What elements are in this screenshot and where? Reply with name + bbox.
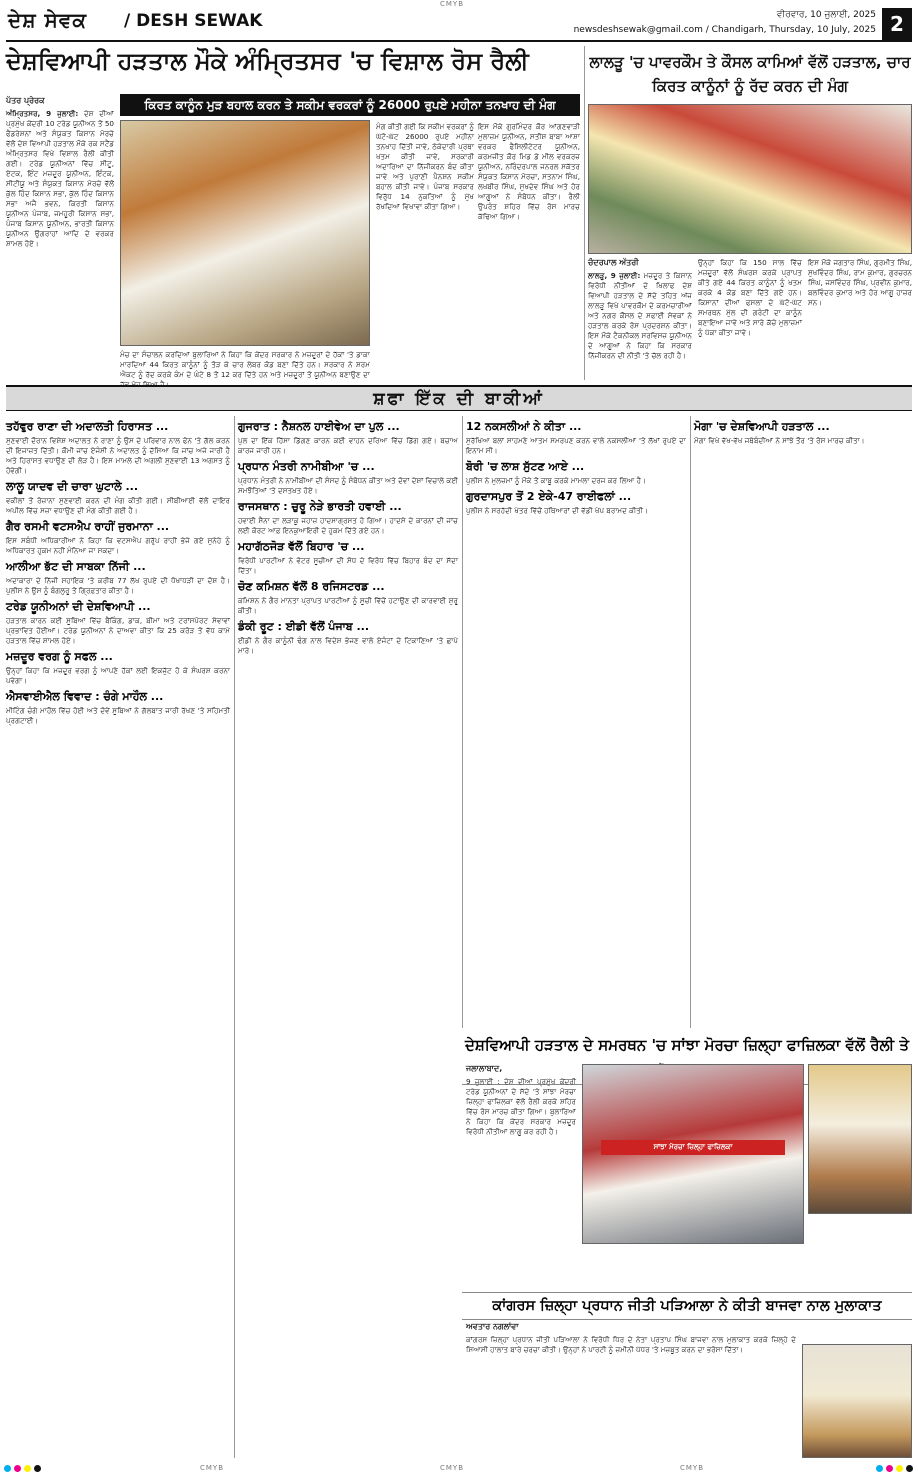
sanjha-photo-2 [808,1064,912,1214]
cyan-dot [876,1465,883,1472]
column-divider [462,416,463,1028]
continuation-col-3 [466,416,686,1028]
section-band: ਸ਼ਫਾ ਇੱਕ ਦੀ ਬਾਕੀਆਂ [6,385,912,411]
cont-heading-12: ਡੰਕੀ ਰੂਟ : ਈਡੀ ਵੱਲੋਂ ਪੰਜਾਬ ... [238,620,370,633]
cont-text-10: ਵਿਰੋਧੀ ਪਾਰਟੀਆਂ ਨੇ ਵੋਟਰ ਸੂਚੀਆਂ ਦੀ ਸੋਧ ਦੇ ਵਿਰੋਧ ਵਿੱਚ ਬਿਹਾਰ ਬੰਦ ਦਾ ਸੱਦਾ ਦਿੱਤਾ। [238,556,458,575]
email-line: newsdeshsewak@gmail.com / Chandigarh, Thursday, 10 July, 2025 [573,25,876,35]
sanjha-body: 9 ਜੁਲਾਈ : ਦੇਸ਼ ਦੀਆਂ ਪ੍ਰਮੁੱਖ ਕੇਂਦਰੀ ਟਰੇਡ ਯੂਨੀਅਨਾਂ ਦੇ ਸੱਦੇ 'ਤੇ ਸਾਂਝਾ ਮੋਰਚਾ ਜ਼ਿਲ੍ਹਾ ਫਾਜ਼ਿਲਕਾ ਵੱਲੋਂ ਰੈਲੀ ਕਰਕੇ ਸ਼ਹਿਰ ਵਿੱਚ ਰੋਸ ਮਾਰਚ ਕੀਤਾ ਗਿਆ। ਬੁਲਾਰਿਆਂ ਨੇ ਕਿਹਾ ਕਿ ਕੇਂਦਰ ਸਰਕਾਰ ਮਜ਼ਦੂਰ ਵਿਰੋਧੀ ਨੀਤੀਆਂ ਲਾਗੂ ਕਰ ਰਹੀ ਹੈ। [466,1077,576,1136]
cont-text-2: ਇਸ ਸਬੰਧੀ ਅਧਿਕਾਰੀਆਂ ਨੇ ਕਿਹਾ ਕਿ ਵਟਸਐਪ ਗਰੁੱਪ ਰਾਹੀਂ ਭੇਜੇ ਗਏ ਸੁਨੇਹੇ ਨੂੰ ਅਧਿਕਾਰਤ ਹੁਕਮ ਨਹੀਂ ਮੰਨਿਆ ਜਾ ਸਕਦਾ। [6,536,230,555]
column-divider [690,416,691,1028]
cont-heading-2: ਗੈਰ ਰਸਮੀ ਵਟਸਐਪ ਰਾਹੀਂ ਜੁਰਮਾਨਾ ... [6,520,170,533]
cont-heading-5: ਮਜ਼ਦੂਰ ਵਰਗ ਨੂੰ ਸਫਲ ... [6,650,113,663]
lead-body-4: ਇਸ ਮੌਕੇ ਗੁਰਮਿੰਦਰ ਕੌਰ ਆਂਗਣਵਾੜੀ ਮੁਲਾਜ਼ਮ ਯੂਨੀਅਨ, ਸਤੀਸ਼ ਬਾਬਾ ਆਸ਼ਾ ਵਰਕਰ ਫੈਸਿਲੀਟੇਟਰ ਯੂਨੀਅਨ, ਕਰਮਜੀਤ ਕੌਰ ਮਿਡ ਡੇ ਮੀਲ ਵਰਕਰਜ਼ ਯੂਨੀਅਨ, ਨਰਿੰਦਰਪਾਲ ਜਨਰਲ ਸਕੱਤਰ ਸੰਯੁਕਤ ਕਿਸਾਨ ਮੋਰਚਾ, ਸਤਨਾਮ ਸਿੰਘ, ਲਖਬੀਰ ਸਿੰਘ, ਸੁਖਦੇਵ ਸਿੰਘ ਅਤੇ ਹੋਰ ਆਗੂਆਂ ਨੇ ਸੰਬੋਧਨ ਕੀਤਾ। ਰੈਲੀ ਉਪਰੰਤ ਸ਼ਹਿਰ ਵਿੱਚ ਰੋਸ ਮਾਰਚ ਕੱਢਿਆ ਗਿਆ। [478,122,580,221]
lead-col-2 [120,350,370,380]
footer-registration [0,1462,918,1474]
registration-mark-bottom-1: CMYB [200,1464,225,1472]
cont-text-16: ਮੋਗਾ ਵਿਖੇ ਵੱਖ-ਵੱਖ ਜਥੇਬੰਦੀਆਂ ਨੇ ਸਾਂਝੇ ਤੌਰ 'ਤੇ ਰੋਸ ਮਾਰਚ ਕੀਤਾ। [694,436,865,445]
sanjha-headline: ਦੇਸ਼ਵਿਆਪੀ ਹੜਤਾਲ ਦੇ ਸਮਰਥਨ 'ਚ ਸਾਂਝਾ ਮੋਰਚਾ ਜ਼ਿਲ੍ਹਾ ਫਾਜ਼ਿਲਕਾ ਵੱਲੋਂ ਰੈਲੀ ਤੇ [462,1032,912,1085]
cont-text-8: ਪ੍ਰਧਾਨ ਮੰਤਰੀ ਨੇ ਨਾਮੀਬੀਆ ਦੀ ਸੰਸਦ ਨੂੰ ਸੰਬੋਧਨ ਕੀਤਾ ਅਤੇ ਦੋਵਾਂ ਦੇਸ਼ਾਂ ਵਿਚਾਲੇ ਕਈ ਸਮਝੌਤਿਆਂ 'ਤੇ ਦਸਤਖ਼ਤ ਹੋਏ। [238,476,458,495]
cont-heading-3: ਆਲੀਆ ਭੱਟ ਦੀ ਸਾਬਕਾ ਨਿੱਜੀ ... [6,560,146,573]
black-dot [34,1465,41,1472]
lead-byline: ਪੱਤਰ ਪ੍ਰੇਰਕ [6,96,45,105]
column-divider [584,46,585,380]
cont-text-1: ਵਕੀਲਾਂ ਤੋਂ ਰੋਜ਼ਾਨਾ ਸੁਣਵਾਈ ਕਰਨ ਦੀ ਮੰਗ ਕੀਤੀ ਗਈ। ਸੀਬੀਆਈ ਵੱਲੋਂ ਦਾਇਰ ਅਪੀਲ ਵਿੱਚ ਸਜ਼ਾ ਵਧਾਉਣ ਦੀ ਮੰਗ ਕੀਤੀ ਗਈ ਹੈ। [6,496,230,515]
cont-text-15: ਪੁਲੀਸ ਨੇ ਸਰਹੱਦੀ ਖੇਤਰ ਵਿੱਚੋਂ ਹਥਿਆਰਾਂ ਦੀ ਵੱਡੀ ਖੇਪ ਬਰਾਮਦ ਕੀਤੀ। [466,506,648,515]
cont-text-6: ਮੀਟਿੰਗ ਚੰਗੇ ਮਾਹੌਲ ਵਿੱਚ ਹੋਈ ਅਤੇ ਦੋਵੇਂ ਸੂਬਿਆਂ ਨੇ ਗੱਲਬਾਤ ਜਾਰੀ ਰੱਖਣ 'ਤੇ ਸਹਿਮਤੀ ਪ੍ਰਗਟਾਈ। [6,706,230,725]
cont-heading-6: ਐਸਵਾਈਐਲ ਵਿਵਾਦ : ਚੰਗੇ ਮਾਹੌਲ ... [6,690,164,703]
congress-headline: ਕਾਂਗਰਸ ਜ਼ਿਲ੍ਹਾ ਪ੍ਰਧਾਨ ਜੀਤੀ ਪੜਿਆਲਾ ਨੇ ਕੀਤੀ ਬਾਜਵਾ ਨਾਲ ਮੁਲਾਕਾਤ [462,1292,912,1320]
right-col-2 [698,258,802,380]
lead-subheadline: ਕਿਰਤ ਕਾਨੂੰਨ ਮੁੜ ਬਹਾਲ ਕਰਨ ਤੇ ਸਕੀਮ ਵਰਕਰਾਂ ਨੂੰ 26000 ਰੁਪਏ ਮਹੀਨਾ ਤਨਖਾਹ ਦੀ ਮੰਗ [120,94,580,116]
column-divider [234,416,235,1458]
lead-body-2: ਮੰਚ ਦਾ ਸੰਚਾਲਨ ਕਰਦਿਆਂ ਬੁਲਾਰਿਆਂ ਨੇ ਕਿਹਾ ਕਿ ਕੇਂਦਰ ਸਰਕਾਰ ਨੇ ਮਜ਼ਦੂਰਾਂ ਦੇ ਹੱਕਾਂ 'ਤੇ ਡਾਕਾ ਮਾਰਦਿਆਂ 44 ਕਿਰਤ ਕਾਨੂੰਨਾਂ ਨੂੰ ਤੋੜ ਕੇ ਚਾਰ ਲੇਬਰ ਕੋਡ ਬਣਾ ਦਿੱਤੇ ਹਨ। ਸਰਕਾਰ ਨੇ ਸ਼ਰਮ ਐਕਟ ਨੂੰ ਰੱਦ ਕਰਕੇ ਕੰਮ ਦੇ ਘੰਟੇ 8 ਤੋਂ 12 ਕਰ ਦਿੱਤੇ ਹਨ ਅਤੇ ਮਜ਼ਦੂਰਾਂ ਤੋਂ ਯੂਨੀਅਨ ਬਣਾਉਣ ਦਾ [120,350,370,379]
cont-heading-15: ਗੁਰਦਾਸਪੁਰ ਤੋਂ 2 ਏਕੇ-47 ਰਾਈਫਲਾਂ ... [466,490,632,503]
cont-text-9: ਹਵਾਈ ਸੈਨਾ ਦਾ ਲੜਾਕੂ ਜਹਾਜ਼ ਹਾਦਸਾਗ੍ਰਸਤ ਹੋ ਗਿਆ। ਹਾਦਸੇ ਦੇ ਕਾਰਨਾਂ ਦੀ ਜਾਂਚ ਲਈ ਕੋਰਟ ਆਫ਼ ਇਨਕੁਆਇਰੀ ਦੇ ਹੁਕਮ ਦਿੱਤੇ ਗਏ ਹਨ। [238,516,458,535]
sanjha-photo-banner: ਸਾਂਝਾ ਮੋਰਚਾ ਜ਼ਿਲ੍ਹਾ ਫਾਜ਼ਿਲਕਾ [601,1140,786,1155]
page-number: 2 [882,8,912,40]
lead-col-4 [478,122,580,380]
continuation-col-2 [238,416,458,1458]
yellow-dot [24,1465,31,1472]
sanjha-photo [582,1064,804,1244]
yellow-dot [896,1465,903,1472]
cont-text-12: ਈਡੀ ਨੇ ਗੈਰ ਕਾਨੂੰਨੀ ਢੰਗ ਨਾਲ ਵਿਦੇਸ਼ ਭੇਜਣ ਵਾਲੇ ਏਜੰਟਾਂ ਦੇ ਟਿਕਾਣਿਆਂ 'ਤੇ ਛਾਪੇ ਮਾਰੇ। [238,636,458,655]
cont-heading-4: ਟਰੇਡ ਯੂਨੀਅਨਾਂ ਦੀ ਦੇਸ਼ਵਿਆਪੀ ... [6,600,151,613]
lead-col-3 [376,122,474,380]
cont-heading-10: ਮਹਾਗੱਠਜੋੜ ਵੱਲੋਂ ਬਿਹਾਰ 'ਚ ... [238,540,365,553]
right-col-1 [588,258,692,380]
registration-mark-top: CMYB [440,0,465,8]
logo-punjabi: ਦੇਸ਼ ਸੇਵਕ [8,8,88,32]
right-dateline: ਲਾਲੜੂ, 9 ਜੁਲਾਈ: [588,271,641,280]
right-headline: ਲਾਲੜੂ 'ਚ ਪਾਵਰਕੌਮ ਤੇ ਕੌਸਲ ਕਾਮਿਆਂ ਵੱਲੋਂ ਹੜਤਾਲ, ਚਾਰ ਕਿਰਤ ਕਾਨੂੰਨਾਂ ਨੂੰ ਰੱਦ ਕਰਨ ਦੀ ਮੰਗ [589,53,911,95]
lead-body-1: ਦੇਸ਼ ਦੀਆਂ ਪ੍ਰਮੁੱਖ ਕੇਂਦਰੀ 10 ਟਰੇਡ ਯੂਨੀਅਨ ਤੋਂ 50 ਫੈਡਰੇਸ਼ਨਾਂ ਅਤੇ ਸੰਯੁਕਤ ਕਿਸਾਨ ਮੋਰਚੇ ਵੱਲੋਂ ਦੇਸ਼ ਵਿਆਪੀ ਹੜਤਾਲ ਮੌਕੇ ਰਕ ਸਟੈਂਡ ਅੰਮ੍ਰਿਤਸਰ ਵਿਖੇ ਵਿਸ਼ਾਲ ਰੈਲੀ ਕੀਤੀ ਗਈ। ਟਰੇਡ ਯੂਨੀਅਨਾਂ ਵਿੱਚ ਸੀਟੂ, ਏਟਕ, ਇੰਟ ਮਜ਼ਦੂਰ ਯੂਨੀਅਨ, ਇੰਟਕ, ਸੀਟੀਯੂ ਅਤੇ ਸੰਯੁਕਤ ਕਿਸਾਨ ਮੋਰਚੇ ਵੱਲੋਂ ਕੁੱਲ ਹਿੰਦ ਕਿਸਾਨ ਸਭਾ, ਕੁੱਲ ਹਿੰਦ ਕਿਸਾਨ ਸਭਾ ਅਜੈ ਭਵਨ, ਕਿਰਤੀ ਕਿਸਾਨ ਯੂਨੀਅਨ ਪੰਜਾਬ, ਜਮਹੂਰੀ ਕਿਸਾਨ ਸਭਾ, ਪੰਜਾਬ ਕਿਸਾਨ ਯੂਨੀਅਨ, ਭਾਰਤੀ ਕਿਸਾਨ ਯੂਨੀਅਨ ਉਗਰਾਹਾਂ ਆਦਿ ਦੇ ਵਰਕਰ ਸ਼ਾਮਲ ਹੋਏ। [6,109,114,248]
congress-byline: ਅਵਤਾਰ ਨਗਲਾਂਵਾ [466,1322,519,1331]
cont-heading-0: ਤਹੱਵੁਰ ਰਾਣਾ ਦੀ ਅਦਾਲਤੀ ਹਿਰਾਸਤ ... [6,420,169,433]
lead-photo [120,120,370,346]
right-byline: ਚੰਦਰਪਾਲ ਅੱਤਰੀ [588,258,639,267]
cyan-dot [4,1465,11,1472]
cont-heading-7: ਗੁਜਰਾਤ : ਨੈਸ਼ਨਲ ਹਾਈਵੇਅ ਦਾ ਪੁਲ ... [238,420,400,433]
continuation-col-4 [694,416,912,1028]
cont-text-14: ਪੁਲੀਸ ਨੇ ਮੁਲਜ਼ਮਾਂ ਨੂੰ ਮੌਕੇ ਤੋਂ ਕਾਬੂ ਕਰਕੇ ਮਾਮਲਾ ਦਰਜ ਕਰ ਲਿਆ ਹੈ। [466,476,646,485]
cont-heading-8: ਪ੍ਰਧਾਨ ਮੰਤਰੀ ਨਾਮੀਬੀਆ 'ਚ ... [238,460,375,473]
lead-col-1 [6,96,114,378]
cont-text-7: ਪੁਲ ਦਾ ਇੱਕ ਹਿੱਸਾ ਡਿੱਗਣ ਕਾਰਨ ਕਈ ਵਾਹਨ ਦਰਿਆ ਵਿੱਚ ਡਿੱਗ ਗਏ। ਬਚਾਅ ਕਾਰਜ ਜਾਰੀ ਹਨ। [238,436,458,455]
cont-heading-1: ਲਾਲੂ ਯਾਦਵ ਦੀ ਚਾਰਾ ਘੁਟਾਲੇ ... [6,480,139,493]
congress-body: ਕਾਂਗਰਸ ਜ਼ਿਲ੍ਹਾ ਪ੍ਰਧਾਨ ਜੀਤੀ ਪੜਿਆਲਾ ਨੇ ਵਿਰੋਧੀ ਧਿਰ ਦੇ ਨੇਤਾ ਪ੍ਰਤਾਪ ਸਿੰਘ ਬਾਜਵਾ ਨਾਲ ਮੁਲਾਕਾਤ ਕਰਕੇ ਜ਼ਿਲ੍ਹੇ ਦੇ ਸਿਆਸੀ ਹਾਲਾਤ ਬਾਰੇ ਚਰਚਾ ਕੀਤੀ। ਉਨ੍ਹਾਂ ਨੇ ਪਾਰਟੀ ਨੂੰ ਜ਼ਮੀਨੀ ਪੱਧਰ 'ਤੇ ਮਜ਼ਬੂਤ ਕਰਨ ਦਾ ਭਰੋਸਾ ਦਿੱਤਾ। [466,1335,796,1354]
sanjha-col-1 [466,1064,576,1288]
right-body-2: ਉਨ੍ਹਾਂ ਕਿਹਾ ਕਿ 150 ਸਾਲ ਵਿੱਚ ਮਜ਼ਦੂਰਾਂ ਵੱਲੋਂ ਸੰਘਰਸ਼ ਕਰਕੇ ਪ੍ਰਾਪਤ ਕੀਤੇ ਗਏ 44 ਕਿਰਤ ਕਾਨੂੰਨਾਂ ਨੂੰ ਖਤਮ ਕਰਕੇ 4 ਕੋਡ ਬਣਾ ਦਿੱਤੇ ਗਏ ਹਨ। ਕਿਸਾਨਾਂ ਦੀਆਂ ਫਸਲਾਂ ਦੇ ਘੱਟੋ-ਘੱਟ ਸਮਰਥਨ ਮੁੱਲ ਦੀ ਗਰੰਟੀ ਦਾ ਕਾਨੂੰਨ ਬਣਾਇਆ ਜਾਵੇ ਅਤੇ ਸਾਰੇ ਕੱਚੇ ਮੁਲਾਜ਼ਮਾਂ ਨੂੰ ਪੱਕਾ ਕੀਤਾ ਜਾਵੇ। [698,258,802,337]
cont-heading-14: ਬੋਰੀ 'ਚ ਲਾਸ਼ ਸੁੱਟਣ ਆਏ ... [466,460,585,473]
continuation-col-1 [6,416,230,1458]
magenta-dot [14,1465,21,1472]
cont-heading-16: ਮੋਗਾ 'ਚ ਦੇਸ਼ਵਿਆਪੀ ਹੜਤਾਲ ... [694,420,830,433]
black-dot [906,1465,913,1472]
registration-mark-bottom-3: CMYB [680,1464,705,1472]
cont-text-4: ਹੜਤਾਲ ਕਾਰਨ ਕਈ ਸੂਬਿਆਂ ਵਿੱਚ ਬੈਂਕਿੰਗ, ਡਾਕ, ਬੀਮਾ ਅਤੇ ਟਰਾਂਸਪੋਰਟ ਸੇਵਾਵਾਂ ਪ੍ਰਭਾਵਿਤ ਹੋਈਆਂ। ਟਰੇਡ ਯੂਨੀਅਨਾਂ ਨੇ ਦਾਅਵਾ ਕੀਤਾ ਕਿ 25 ਕਰੋੜ ਤੋਂ ਵੱਧ ਕਾਮੇ ਹੜਤਾਲ ਵਿੱਚ ਸ਼ਾਮਲ ਹੋਏ। [6,616,230,645]
right-col-3 [808,258,912,380]
cont-heading-9: ਰਾਜਸਥਾਨ : ਚੁਰੂ ਨੇੜੇ ਭਾਰਤੀ ਹਵਾਈ ... [238,500,402,513]
right-body-1: ਮਜ਼ਦੂਰ ਤੇ ਕਿਸਾਨ ਵਿਰੋਧੀ ਨੀਤੀਆਂ ਦੇ ਖਿਲਾਫ ਦੇਸ਼ ਵਿਆਪੀ ਹੜਤਾਲ ਦੇ ਸੱਦੇ ਤਹਿਤ ਅੱਜ ਲਾਲੜੂ ਵਿਖੇ ਪਾਵਰਕੌਮ ਦੇ ਕਰਮਚਾਰੀਆਂ ਅਤੇ ਨਗਰ ਕੌਂਸਲ ਦੇ ਸਫਾਈ ਸੇਵਕਾਂ ਨੇ ਹੜਤਾਲ ਕਰਕੇ ਰੋਸ ਪ੍ਰਦਰਸ਼ਨ ਕੀਤਾ। ਇਸ ਮੌਕੇ ਟੈਕਨੀਕਲ ਸਰਵਿਸਜ਼ ਯੂਨੀਅਨ ਦੇ ਆਗੂਆਂ ਨੇ ਕਿਹਾ ਕਿ ਸਰਕਾਰ ਨਿੱਜੀਕਰਨ ਦੀ ਨੀਤੀ 'ਤੇ ਚੱਲ ਰਹੀ ਹੈ। [588,271,693,360]
congress-col [466,1322,796,1458]
cont-text-5: ਉਨ੍ਹਾਂ ਕਿਹਾ ਕਿ ਮਜ਼ਦੂਰ ਵਰਗ ਨੂੰ ਆਪਣੇ ਹੱਕਾਂ ਲਈ ਇਕਜੁੱਟ ਹੋ ਕੇ ਸੰਘਰਸ਼ ਕਰਨਾ ਪਵੇਗਾ। [6,666,230,685]
congress-photo [802,1344,912,1458]
date-line: ਵੀਰਵਾਰ, 10 ਜੁਲਾਈ, 2025 [776,10,876,20]
lead-dateline: ਅੰਮ੍ਰਿਤਸਰ, 9 ਜੁਲਾਈ: [6,109,79,118]
cont-heading-13: 12 ਨਕਸਲੀਆਂ ਨੇ ਕੀਤਾ ... [466,420,582,433]
right-photo [588,104,912,254]
cont-text-11: ਕਮਿਸ਼ਨ ਨੇ ਗੈਰ ਮਾਨਤਾ ਪ੍ਰਾਪਤ ਪਾਰਟੀਆਂ ਨੂੰ ਸੂਚੀ ਵਿੱਚੋਂ ਹਟਾਉਣ ਦੀ ਕਾਰਵਾਈ ਸ਼ੁਰੂ ਕੀਤੀ। [238,596,458,615]
masthead [6,8,912,42]
cont-text-0: ਸੁਣਵਾਈ ਦੌਰਾਨ ਵਿਸ਼ੇਸ਼ ਅਦਾਲਤ ਨੇ ਰਾਣਾ ਨੂੰ ਉਸ ਦੇ ਪਰਿਵਾਰ ਨਾਲ ਫੋਨ 'ਤੇ ਗੱਲ ਕਰਨ ਦੀ ਇਜਾਜ਼ਤ ਦਿੱਤੀ। ਕੌਮੀ ਜਾਂਚ ਏਜੰਸੀ ਨੇ ਅਦਾਲਤ ਨੂੰ ਦੱਸਿਆ ਕਿ ਜਾਂਚ ਅਜੇ ਜਾਰੀ ਹੈ ਅਤੇ ਹਿਰਾਸਤ ਵਧਾਉਣ ਦੀ ਲੋੜ ਹੈ। ਇਸ ਮਾਮਲੇ ਦੀ ਅਗਲੀ ਸੁਣਵਾਈ 13 ਅਗਸਤ ਨੂੰ ਹੋਵੇਗੀ। [6,436,230,475]
lead-body-3: ਮੰਗ ਕੀਤੀ ਗਈ ਕਿ ਸਕੀਮ ਵਰਕਰਾਂ ਨੂੰ ਘੱਟੋ-ਘੱਟ 26000 ਰੁਪਏ ਮਹੀਨਾ ਤਨਖਾਹ ਦਿੱਤੀ ਜਾਵੇ, ਠੇਕੇਦਾਰੀ ਪ੍ਰਥਾ ਖਤਮ ਕੀਤੀ ਜਾਵੇ, ਸਰਕਾਰੀ ਅਦਾਰਿਆਂ ਦਾ ਨਿੱਜੀਕਰਨ ਬੰਦ ਕੀਤਾ ਜਾਵੇ ਅਤੇ ਪੁਰਾਣੀ ਪੈਨਸ਼ਨ ਸਕੀਮ ਬਹਾਲ ਕੀਤੀ ਜਾਵੇ। ਪੰਜਾਬ ਸਰਕਾਰ ਵਿਰੁੱਧ 14 ਨੁਕਤਿਆਂ ਨੂੰ ਮੁੱਖ ਰੱਖਦਿਆਂ ਵਿਖਾਵਾ ਕੀਤਾ ਗਿਆ। [376,122,474,211]
sanjha-byline: ਜਲਾਲਾਬਾਦ, [466,1064,503,1073]
cont-heading-11: ਚੋਣ ਕਮਿਸ਼ਨ ਵੱਲੋਂ 8 ਰਜਿਸਟਰਡ ... [238,580,385,593]
lead-headline: ਦੇਸ਼ਵਿਆਪੀ ਹੜਤਾਲ ਮੌਕੇ ਅੰਮ੍ਰਿਤਸਰ 'ਚ ਵਿਸ਼ਾਲ ਰੋਸ ਰੈਲੀ [6,47,529,75]
logo-english: / DESH SEWAK [124,11,263,31]
right-body-3: ਇਸ ਮੌਕੇ ਜਗਤਾਰ ਸਿੰਘ, ਗੁਰਮੀਤ ਸਿੰਘ, ਸੁਖਵਿੰਦਰ ਸਿੰਘ, ਰਾਮ ਕੁਮਾਰ, ਗੁਰਚਰਨ ਸਿੰਘ, ਜਸਵਿੰਦਰ ਸਿੰਘ, ਪ੍ਰਵੀਨ ਕੁਮਾਰ, ਬਲਵਿੰਦਰ ਕੁਮਾਰ ਅਤੇ ਹੋਰ ਆਗੂ ਹਾਜ਼ਰ ਸਨ। [808,258,912,307]
registration-mark-bottom-2: CMYB [440,1464,465,1472]
cont-text-13: ਸੁਰੱਖਿਆ ਬਲਾਂ ਸਾਹਮਣੇ ਆਤਮ ਸਮਰਪਣ ਕਰਨ ਵਾਲੇ ਨਕਸਲੀਆਂ 'ਤੇ ਲੱਖਾਂ ਰੁਪਏ ਦਾ ਇਨਾਮ ਸੀ। [466,436,686,455]
cont-text-3: ਅਦਾਕਾਰਾ ਦੇ ਨਿੱਜੀ ਸਹਾਇਕ 'ਤੇ ਕਰੀਬ 77 ਲੱਖ ਰੁਪਏ ਦੀ ਧੋਖਾਧੜੀ ਦਾ ਦੋਸ਼ ਹੈ। ਪੁਲੀਸ ਨੇ ਉਸ ਨੂੰ ਬੰਗਲੁਰੂ ਤੋਂ ਗ੍ਰਿਫ਼ਤਾਰ ਕੀਤਾ ਹੈ। [6,576,230,595]
magenta-dot [886,1465,893,1472]
